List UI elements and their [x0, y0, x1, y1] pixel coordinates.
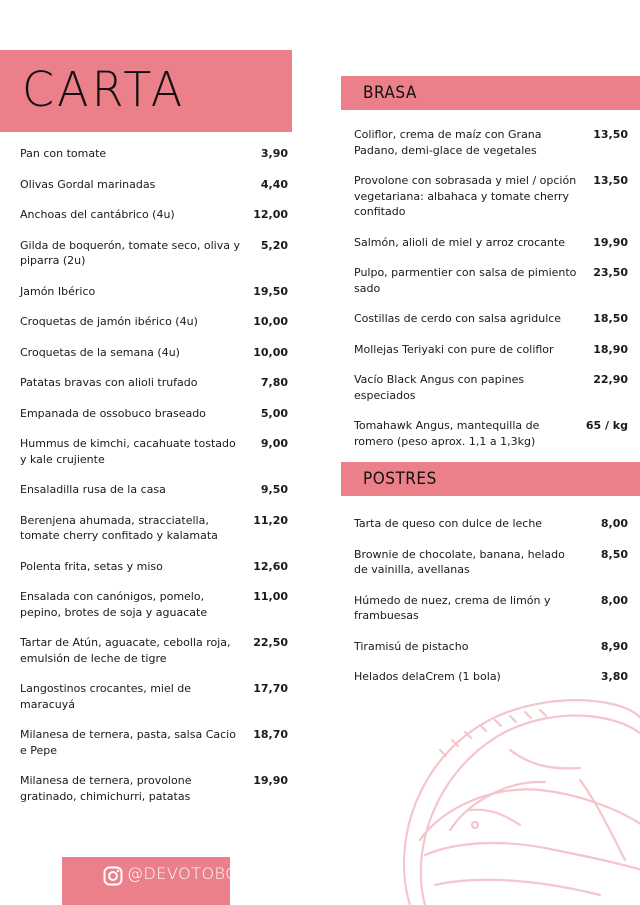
- menu-item-name: Croquetas de la semana (4u): [20, 345, 180, 359]
- menu-item: [20, 589, 288, 620]
- menu-item-name: Tarta de queso con dulce de leche: [354, 517, 543, 530]
- menu-item-name: Pulpo, parmentier con salsa de pimiento sado: [354, 266, 577, 295]
- menu-item-price: 19,90: [593, 235, 628, 249]
- menu-item-price: 19,50: [253, 284, 288, 298]
- menu-item-price: 18,50: [593, 312, 628, 325]
- menu-item-name: Jamón Ibérico: [20, 284, 96, 298]
- menu-item-name: Milanesa de ternera, pasta, salsa Cacio e Pepe: [20, 728, 236, 757]
- menu-item-name: Tiramisú de pistacho: [354, 639, 469, 653]
- menu-item-price: 8,90: [600, 639, 628, 653]
- menu-item-name: Tartar de Atún, aguacate, cebolla roja, emulsión de leche de tigre: [20, 636, 231, 665]
- menu-item: [354, 372, 628, 403]
- brasa-list: [354, 127, 628, 464]
- menu-item-name: Hummus de kimchi, cacahuate tostado y kale crujiente: [20, 437, 236, 466]
- menu-item-name: Costillas de cerdo con salsa agridulce: [354, 312, 562, 325]
- menu-item-price: 19,90: [253, 774, 288, 787]
- menu-item: [354, 639, 628, 655]
- menu-item-name: Helados delaCrem (1 bola): [354, 670, 501, 683]
- menu-item: [354, 516, 628, 532]
- menu-item: [354, 593, 628, 624]
- menu-item-price: 11,00: [253, 590, 288, 603]
- menu-item-price: 8,00: [600, 593, 628, 607]
- menu-item-name: Ensaladilla rusa de la casa: [20, 483, 166, 496]
- menu-item-name: Provolone con sobrasada y miel / opción vegetariana: albahaca y tomate cherry confitado: [354, 174, 577, 218]
- menu-item-price: 9,00: [260, 437, 288, 450]
- menu-item-price: 17,70: [253, 682, 288, 695]
- menu-item-price: 13,50: [593, 128, 628, 141]
- menu-item: [20, 375, 288, 391]
- menu-item-name: Brownie de chocolate, banana, helado de vainilla, avellanas: [354, 547, 565, 576]
- menu-item: [20, 238, 288, 269]
- postres-list: [354, 516, 628, 700]
- instagram-icon: [103, 866, 123, 886]
- menu-item-name: Coliflor, crema de maíz con Grana Padano, demi-glace de vegetales: [354, 128, 542, 157]
- menu-item: [354, 547, 628, 578]
- menu-item-price: 8,00: [600, 517, 628, 530]
- menu-item: [20, 177, 288, 193]
- menu-item: [20, 635, 288, 666]
- menu-item-price: 65 / kg: [585, 419, 628, 432]
- menu-item-name: Húmedo de nuez, crema de limón y frambuesas: [354, 593, 551, 622]
- menu-item: [20, 406, 288, 422]
- menu-item-name: Mollejas Teriyaki con pure de coliflor: [354, 342, 554, 356]
- menu-item-name: Langostinos crocantes, miel de maracuyá: [20, 682, 192, 711]
- page-title: CARTA: [22, 60, 186, 118]
- menu-item: [20, 436, 288, 467]
- menu-item-price: 8,50: [600, 547, 628, 561]
- menu-item-name: Empanada de ossobuco braseado: [20, 406, 206, 420]
- menu-item: [20, 207, 288, 223]
- fish-plate-illustration: [380, 690, 640, 905]
- menu-item: [20, 314, 288, 330]
- menu-item-price: 10,00: [253, 315, 288, 328]
- menu-item: [20, 727, 288, 758]
- menu-item-name: Tomahawk Angus, mantequilla de romero (peso aprox. 1,1 a 1,3kg): [354, 419, 540, 448]
- menu-item: [20, 681, 288, 712]
- menu-item-price: 22,50: [253, 636, 288, 649]
- menu-item: [20, 345, 288, 361]
- menu-item: [20, 773, 288, 804]
- menu-item-name: Gilda de boquerón, tomate seco, oliva y piparra (2u): [20, 238, 240, 267]
- menu-item: [354, 418, 628, 449]
- brasa-title: BRASA: [363, 83, 417, 103]
- menu-item-price: 4,40: [260, 177, 288, 191]
- menu-item-name: Berenjena ahumada, stracciatella, tomate cherry confitado y kalamata: [20, 513, 218, 542]
- menu-item-price: 18,70: [253, 728, 288, 741]
- menu-item-price: 7,80: [260, 376, 288, 389]
- menu-item-price: 23,50: [593, 266, 628, 279]
- carta-list: [20, 146, 288, 819]
- menu-item: [20, 146, 288, 162]
- menu-item-price: 3,90: [260, 147, 288, 160]
- menu-item: [354, 342, 628, 358]
- menu-item-name: Salmón, alioli de miel y arroz crocante: [354, 235, 565, 249]
- menu-item: [20, 284, 288, 300]
- menu-item: [354, 265, 628, 296]
- postres-title: POSTRES: [363, 469, 437, 489]
- menu-item-name: Croquetas de jamón ibérico (4u): [20, 315, 198, 328]
- menu-item: [354, 311, 628, 327]
- menu-item-name: Vacío Black Angus con papines especiados: [354, 373, 525, 402]
- menu-item-name: Polenta frita, setas y miso: [20, 559, 163, 573]
- menu-item-price: 12,00: [253, 208, 288, 221]
- menu-item: [20, 559, 288, 575]
- menu-item-price: 11,20: [253, 513, 288, 527]
- menu-item-price: 5,20: [260, 238, 288, 252]
- instagram-handle[interactable]: @DEVOTOBCN: [127, 864, 250, 883]
- menu-item-price: 12,60: [253, 559, 288, 573]
- menu-item-name: Milanesa de ternera, provolone gratinado, chimichurri, patatas: [20, 774, 192, 803]
- menu-item-price: 10,00: [253, 345, 288, 359]
- menu-item-name: Olivas Gordal marinadas: [20, 177, 156, 191]
- menu-item-price: 13,50: [593, 174, 628, 187]
- menu-item-name: Pan con tomate: [20, 147, 107, 160]
- menu-item: [354, 235, 628, 251]
- menu-item: [20, 482, 288, 498]
- menu-item: [20, 513, 288, 544]
- menu-item-price: 9,50: [260, 483, 288, 496]
- menu-item-name: Ensalada con canónigos, pomelo, pepino, brotes de soja y aguacate: [20, 590, 208, 619]
- menu-item-name: Anchoas del cantábrico (4u): [20, 208, 175, 221]
- menu-item: [354, 669, 628, 685]
- menu-item-price: 5,00: [260, 406, 288, 420]
- menu-item-name: Patatas bravas con alioli trufado: [20, 376, 198, 389]
- menu-item-price: 3,80: [600, 670, 628, 683]
- menu-item-price: 18,90: [593, 342, 628, 356]
- menu-item: [354, 173, 628, 220]
- menu-item-price: 22,90: [593, 373, 628, 386]
- menu-item: [354, 127, 628, 158]
